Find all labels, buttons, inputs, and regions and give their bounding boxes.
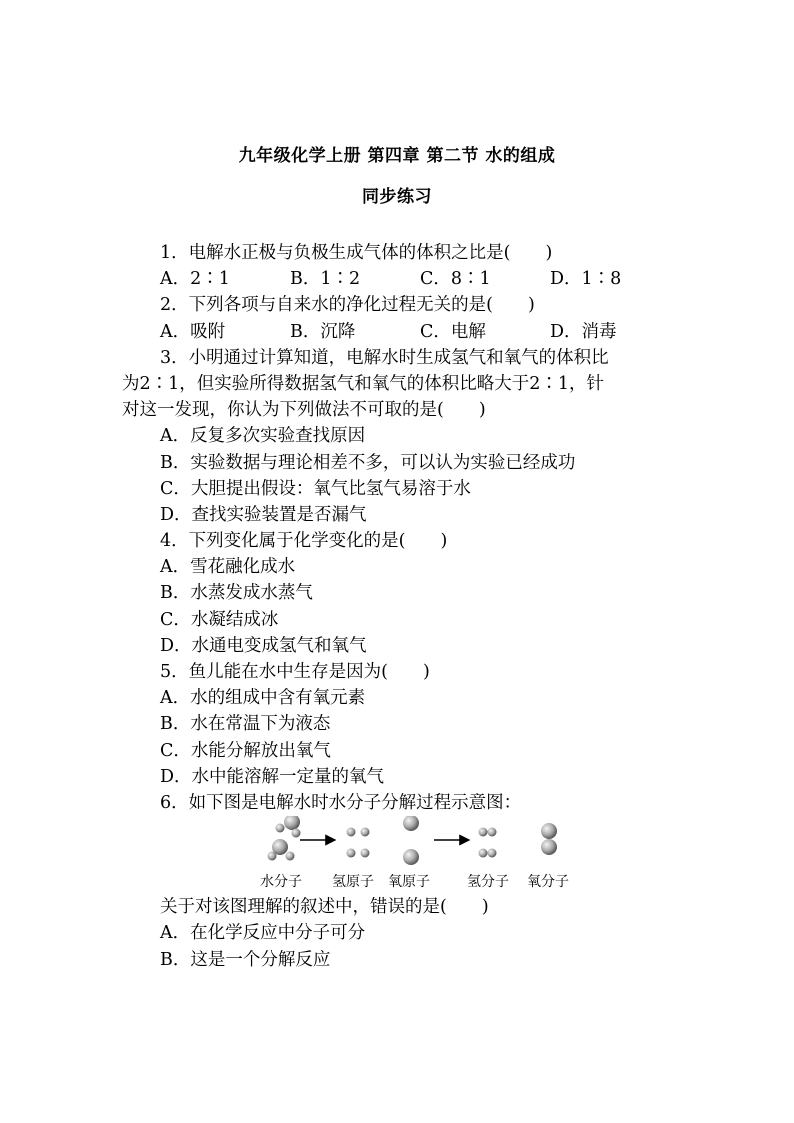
page-subtitle: 同步练习: [362, 187, 432, 207]
question-1-option-b: B．1∶2: [290, 269, 361, 290]
question-2-stem: 2．下列各项与自来水的净化过程无关的是( ): [160, 295, 535, 316]
hydrogen-atoms: [347, 828, 370, 858]
oxygen-atoms: [403, 816, 419, 865]
question-3-stem-line-3: 对这一发现，你认为下列做法不可取的是( ): [122, 400, 486, 421]
question-6-followup: 关于对该图理解的叙述中，错误的是( ): [160, 897, 489, 918]
question-6-stem: 6．如下图是电解水时水分子分解过程示意图：: [160, 792, 522, 813]
label-oxygen-atom: 氧原子: [388, 874, 430, 891]
question-3-stem-line-1: 3．小明通过计算知道，电解水时生成氢气和氧气的体积比: [160, 347, 609, 368]
question-4-option-a: A．雪花融化成水: [160, 557, 296, 578]
question-4-option-b: B．水蒸发成水蒸气: [160, 583, 313, 604]
label-oxygen-molecule: 氧分子: [527, 874, 569, 891]
question-3-option-c: C．大胆提出假设：氧气比氢气易溶于水: [160, 478, 471, 499]
question-1-option-c: C．8∶1: [420, 269, 491, 290]
page-title: 九年级化学上册 第四章 第二节 水的组成: [238, 146, 556, 166]
question-1-option-a: A．2∶1: [160, 269, 230, 290]
question-1-stem: 1．电解水正极与负极生成气体的体积之比是( ): [160, 243, 553, 263]
question-5-option-d: D．水中能溶解一定量的氧气: [160, 766, 385, 787]
question-4-option-d: D．水通电变成氢气和氧气: [160, 635, 367, 656]
question-2-option-b: B．沉降: [290, 321, 356, 342]
label-water-molecule: 水分子: [260, 874, 302, 891]
question-1-options: [122, 266, 682, 292]
water-molecule-top: [276, 816, 301, 838]
electrolysis-diagram: [122, 816, 682, 894]
question-4-option-c: C．水凝结成冰: [160, 609, 279, 630]
question-2-options: [122, 319, 682, 345]
electrolysis-diagram-figure: [122, 816, 682, 876]
question-5-stem: 5．鱼儿能在水中生存是因为( ): [160, 662, 430, 682]
hydrogen-molecules: [479, 828, 497, 858]
question-list: [122, 240, 682, 973]
question-5-option-c: C．水能分解放出氧气: [160, 740, 331, 761]
question-1-option-d: D．1∶8: [550, 269, 622, 290]
question-5-option-a: A．水的组成中含有氧元素: [160, 688, 366, 709]
label-hydrogen-atom: 氢原子: [332, 874, 374, 891]
question-6-option-a: A．在化学反应中分子可分: [160, 923, 366, 944]
question-5-option-b: B．水在常温下为液态: [160, 714, 331, 735]
water-molecule-bottom: [268, 839, 295, 861]
oxygen-molecule: [541, 823, 557, 855]
question-4-stem: 4．下列变化属于化学变化的是( ): [160, 531, 448, 552]
question-2-option-a: A．吸附: [160, 321, 226, 342]
question-3-option-d: D．查找实验装置是否漏气: [160, 504, 367, 525]
question-2-option-c: C．电解: [420, 321, 486, 342]
question-3-stem-line-2: 为2∶1，但实验所得数据氢气和氧气的体积比略大于2∶1，针: [122, 373, 605, 394]
label-hydrogen-molecule: 氢分子: [467, 874, 509, 891]
question-2-option-d: D．消毒: [550, 321, 617, 342]
question-3-option-a: A．反复多次实验查找原因: [160, 426, 366, 447]
question-3-option-b: B．实验数据与理论相差不多，可以认为实验已经成功: [160, 452, 576, 473]
question-6-option-b: B．这是一个分解反应: [160, 949, 331, 970]
